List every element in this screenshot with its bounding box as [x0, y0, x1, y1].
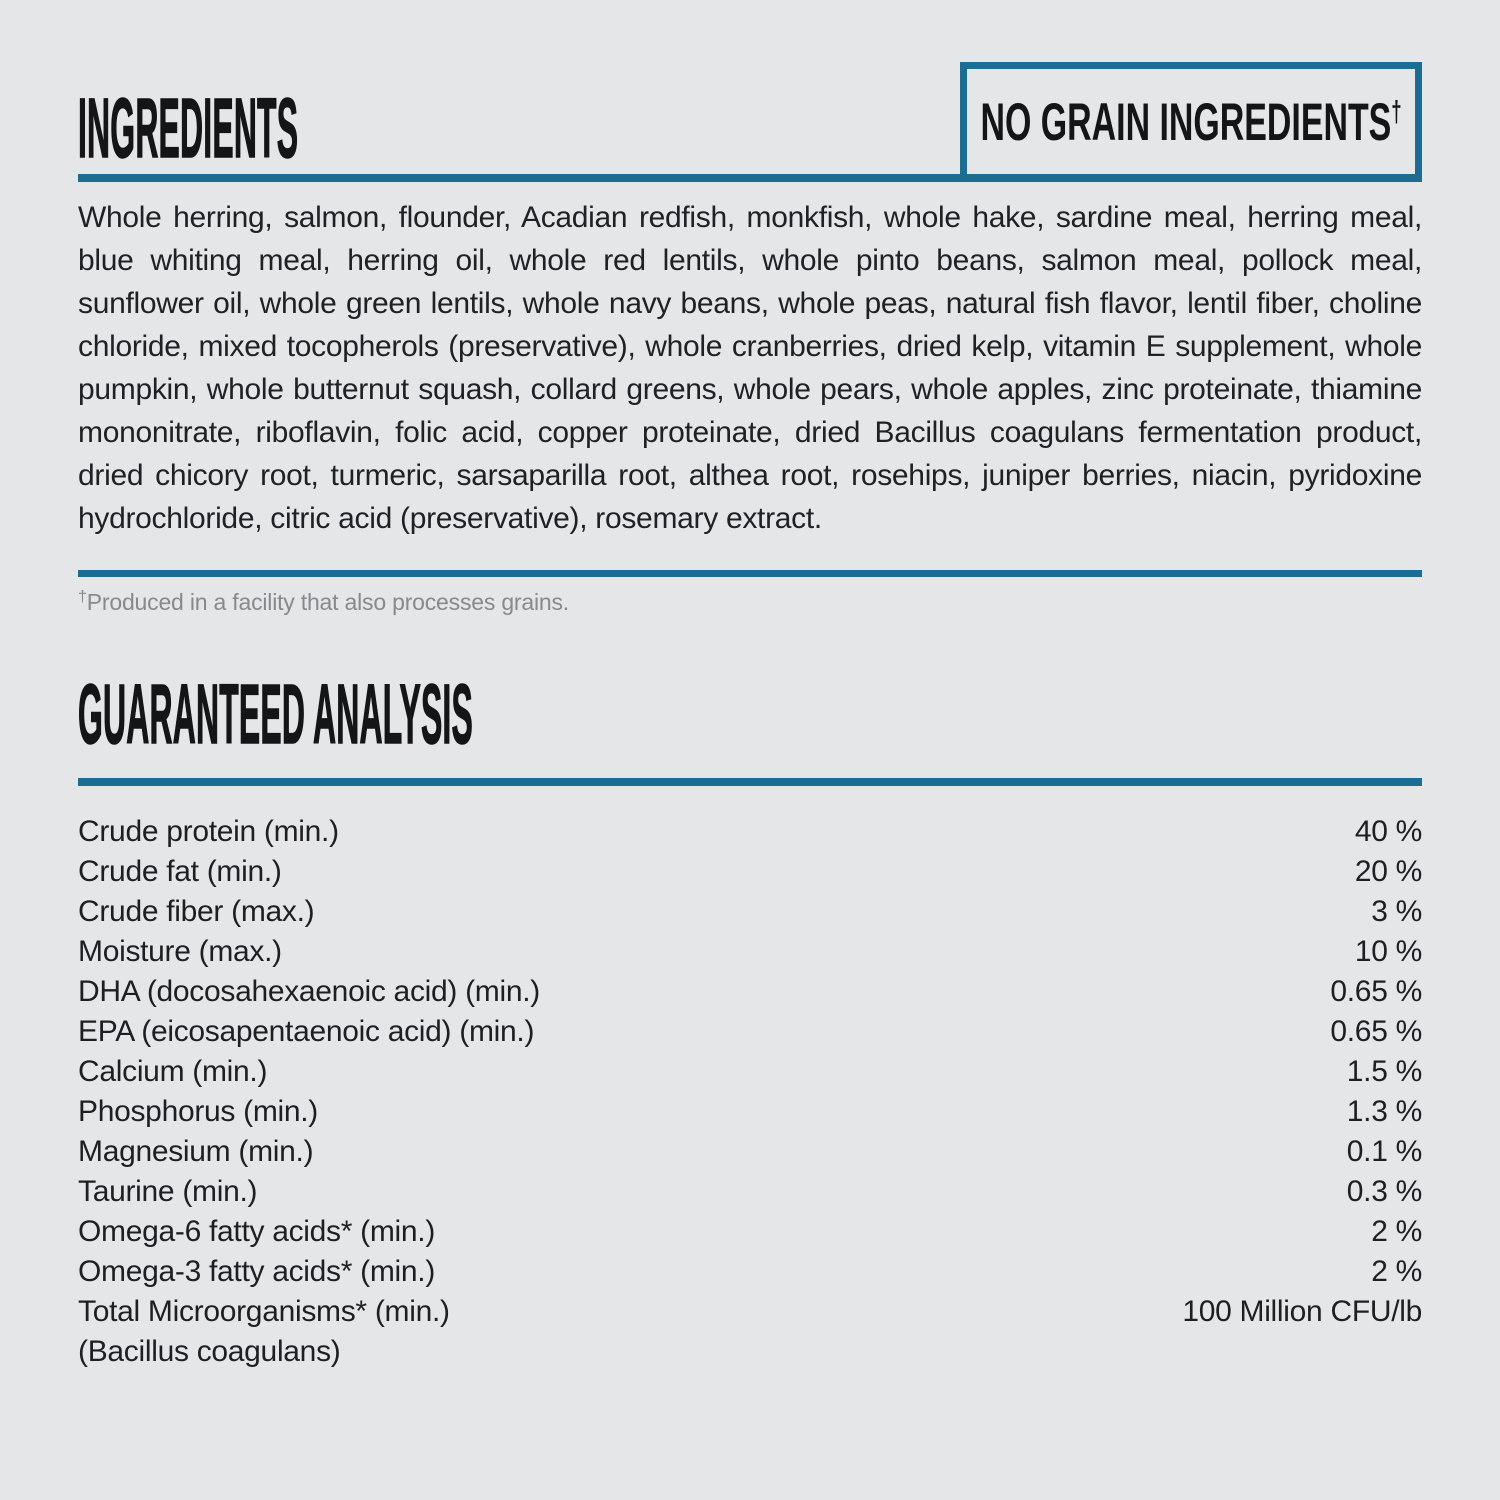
analysis-label: (Bacillus coagulans) [78, 1335, 341, 1368]
analysis-value: 3 % [1371, 895, 1422, 928]
analysis-label: Total Microorganisms* (min.) [78, 1295, 450, 1328]
analysis-row [78, 1172, 1422, 1212]
analysis-row [78, 1052, 1422, 1092]
guaranteed-analysis-title: GUARANTEED ANALYSIS [78, 667, 473, 761]
analysis-row [78, 1132, 1422, 1172]
dagger-symbol: † [78, 587, 87, 606]
no-grain-badge-label: NO GRAIN INGREDIENTS [980, 92, 1392, 152]
analysis-value: 20 % [1354, 855, 1422, 888]
analysis-label: Moisture (max.) [78, 935, 282, 968]
divider [78, 570, 1422, 577]
analysis-label: Phosphorus (min.) [78, 1095, 318, 1128]
analysis-row [78, 1332, 1422, 1372]
ingredients-title: INGREDIENTS [78, 81, 299, 175]
analysis-value: 0.1 % [1346, 1135, 1422, 1168]
footnote [78, 589, 1422, 616]
analysis-value: 0.65 % [1330, 1015, 1422, 1048]
analysis-row [78, 812, 1422, 852]
analysis-row [78, 1212, 1422, 1252]
analysis-row [78, 1292, 1422, 1332]
footnote-text: Produced in a facility that also processes grains. [86, 589, 569, 615]
analysis-value: 2 % [1371, 1255, 1422, 1288]
analysis-label: Omega-6 fatty acids* (min.) [78, 1215, 436, 1248]
dagger-symbol: † [1391, 95, 1402, 128]
analysis-row [78, 892, 1422, 932]
guaranteed-analysis-header [78, 667, 1422, 786]
no-grain-badge [960, 62, 1422, 182]
analysis-value: 2 % [1371, 1215, 1422, 1248]
analysis-label: Crude protein (min.) [78, 815, 339, 848]
analysis-value: 40 % [1354, 815, 1422, 848]
no-grain-badge-text [980, 92, 1402, 152]
analysis-label: EPA (eicosapentaenoic acid) (min.) [78, 1015, 535, 1048]
ingredients-header [78, 68, 1422, 182]
analysis-label: Magnesium (min.) [78, 1135, 314, 1168]
analysis-table [78, 812, 1422, 1372]
analysis-row [78, 972, 1422, 1012]
analysis-label: Omega-3 fatty acids* (min.) [78, 1255, 436, 1288]
label-panel [0, 68, 1500, 1372]
analysis-label: Crude fiber (max.) [78, 895, 315, 928]
analysis-row [78, 1252, 1422, 1292]
analysis-row [78, 1092, 1422, 1132]
analysis-value: 0.3 % [1346, 1175, 1422, 1208]
analysis-row [78, 1012, 1422, 1052]
ingredients-text: Whole herring, salmon, flounder, Acadian redfish, monkfish, whole hake, sardine meal, herring meal, blue whiting meal, herring oil, whole red lentils, whole pinto beans, salmon meal, pollock meal, sunflower oil, whole green lentils, whole navy beans, whole peas, natural fish flavor, lentil fiber, choline chloride, mixed tocopherols (preservative), whole cranberries, dried kelp, vitamin E supplement, whole pumpkin, whole butternut squash, collard greens, whole pears, whole apples, zinc proteinate, thiamine mononitrate, riboflavin, folic acid, copper proteinate, dried Bacillus coagulans fermentation product, dried chicory root, turmeric, sarsaparilla root, althea root, rosehips, juniper berries, niacin, pyridoxine hydrochloride, citric acid (preservative), rosemary extract. [78, 201, 1422, 535]
analysis-value: 1.5 % [1346, 1055, 1422, 1088]
analysis-row [78, 932, 1422, 972]
analysis-value: 100 Million CFU/lb [1182, 1295, 1422, 1328]
analysis-value: 1.3 % [1346, 1095, 1422, 1128]
analysis-label: Taurine (min.) [78, 1175, 258, 1208]
analysis-label: Crude fat (min.) [78, 855, 282, 888]
analysis-value: 10 % [1354, 935, 1422, 968]
analysis-label: Calcium (min.) [78, 1055, 268, 1088]
analysis-row [78, 852, 1422, 892]
analysis-label: DHA (docosahexaenoic acid) (min.) [78, 975, 540, 1008]
analysis-value: 0.65 % [1330, 975, 1422, 1008]
